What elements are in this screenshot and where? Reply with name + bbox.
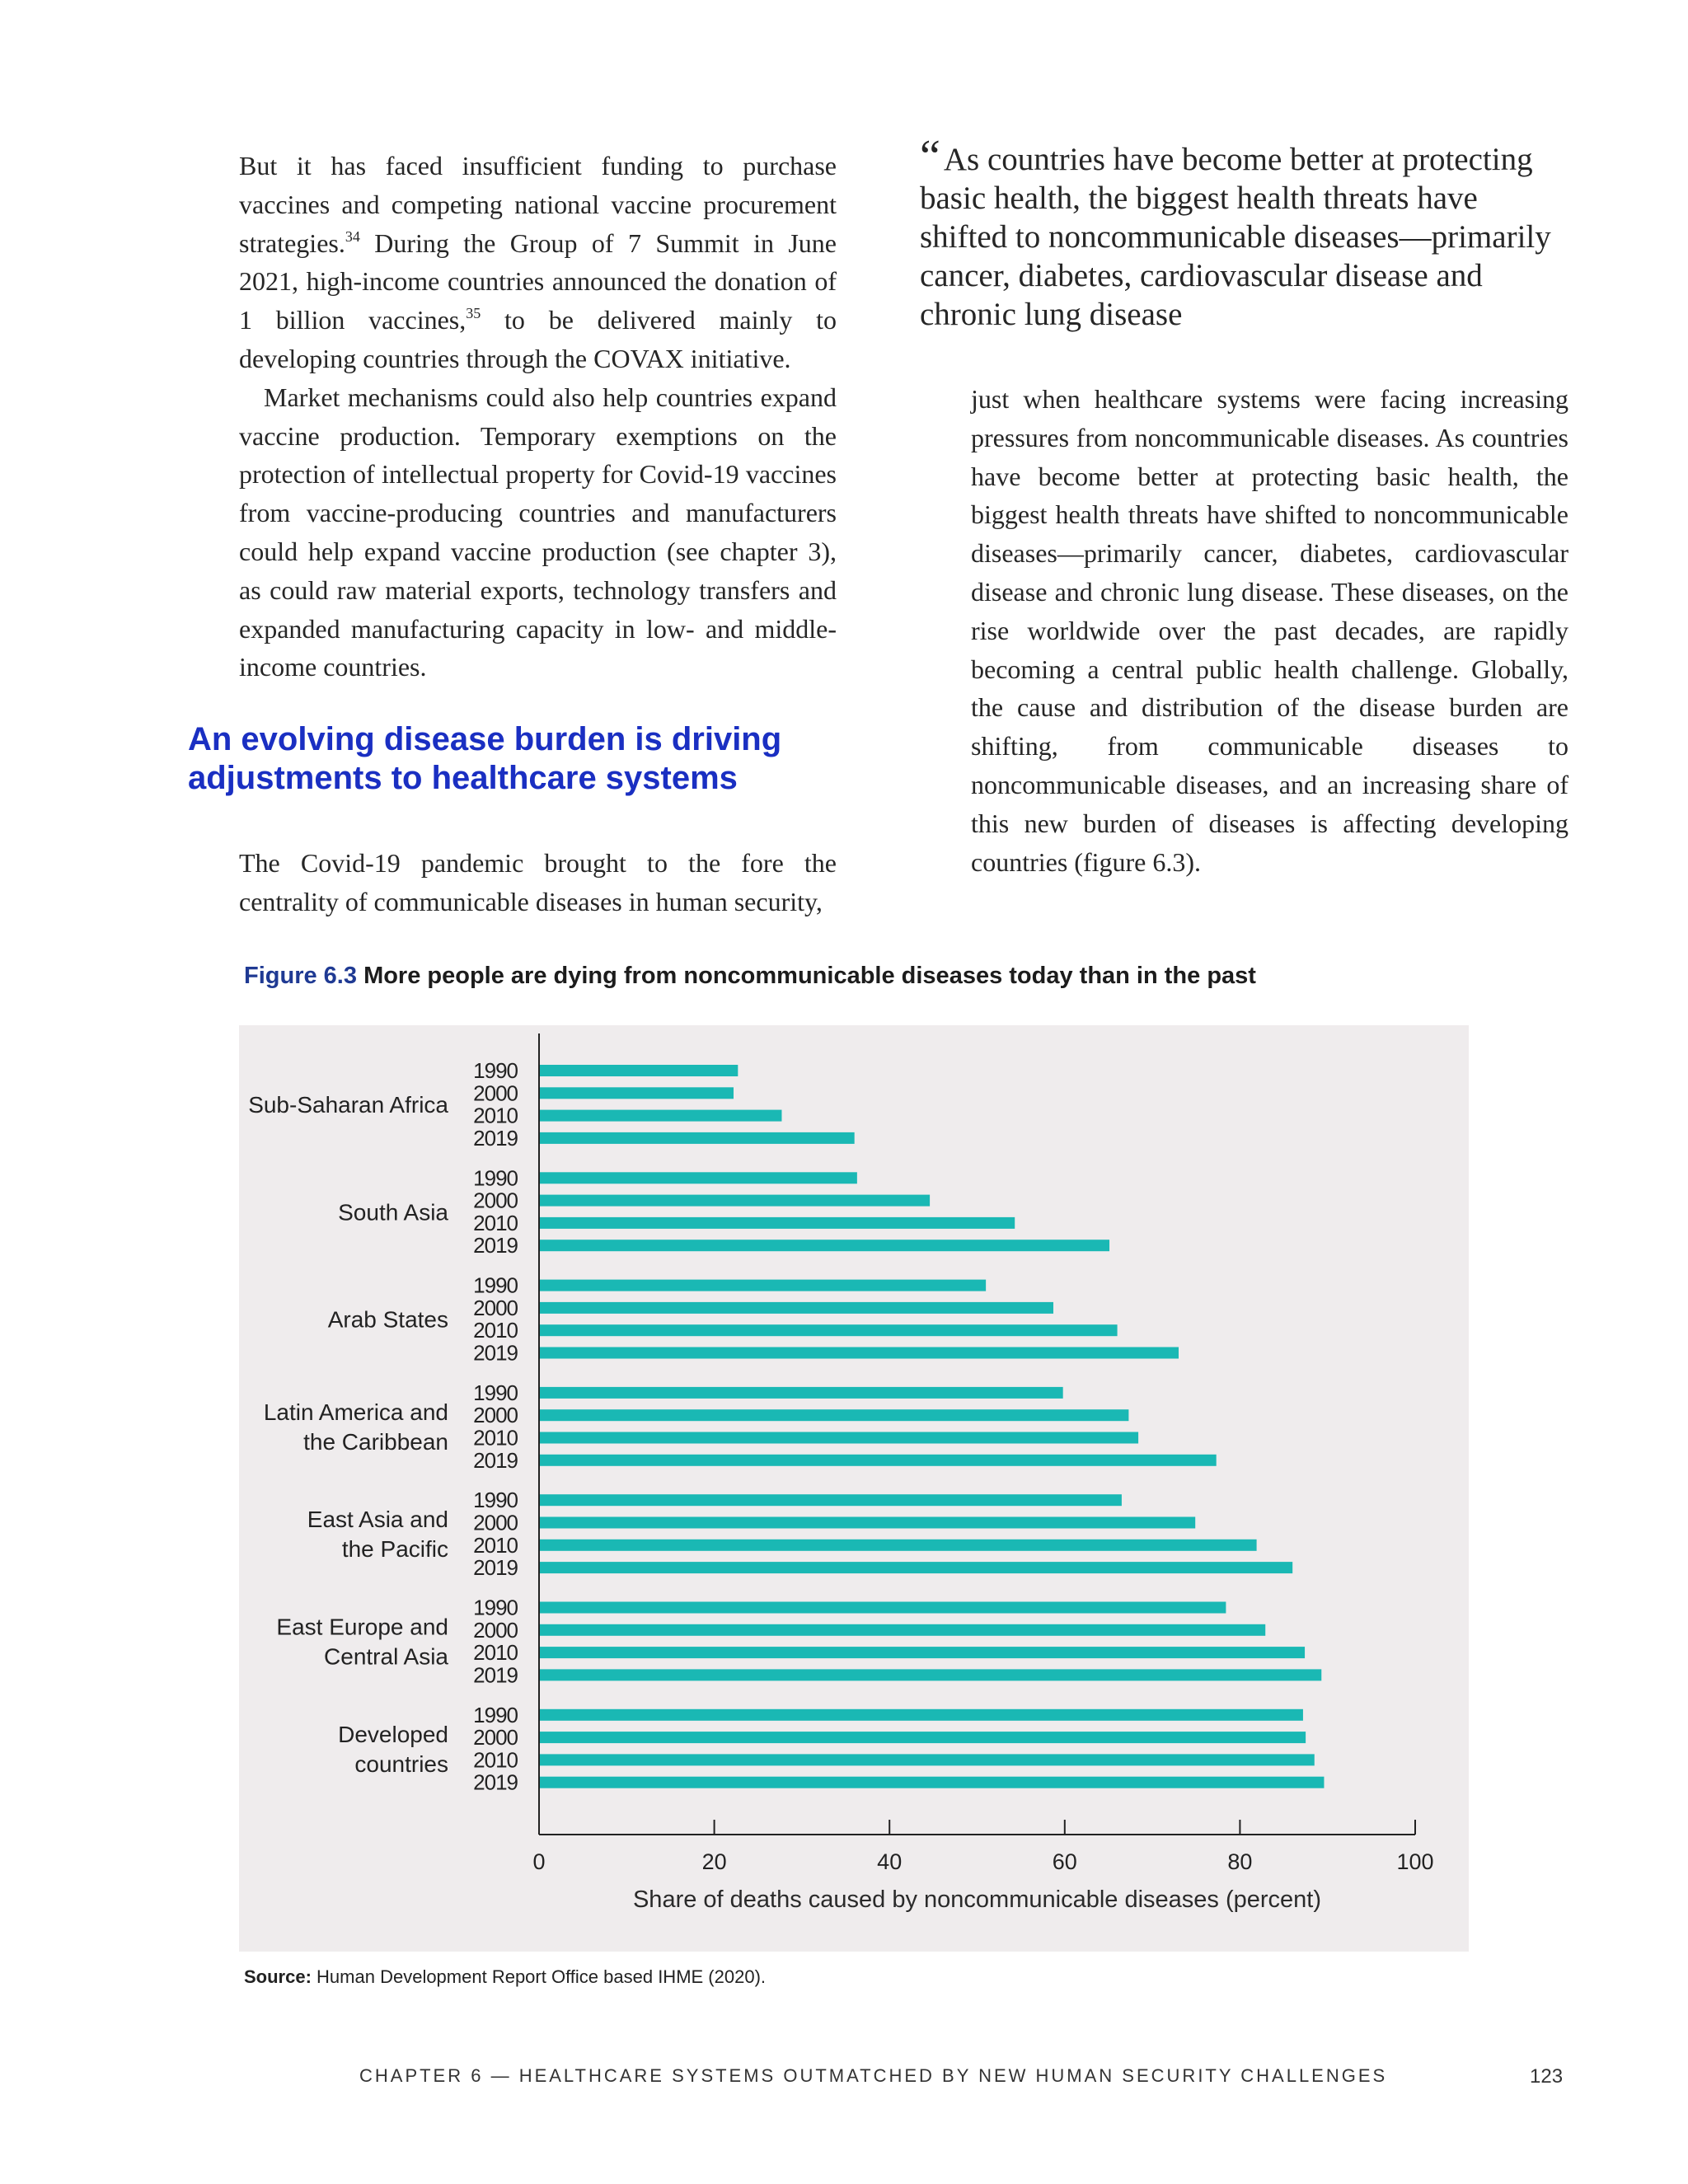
- source-text: Human Development Report Office based IHME (2020).: [316, 1966, 767, 1987]
- year-label: 2010: [473, 1532, 518, 1558]
- bar: [540, 1647, 1305, 1658]
- group-label: the Caribbean: [303, 1428, 448, 1455]
- year-label: 1990: [473, 1488, 518, 1513]
- bar: [540, 1562, 1292, 1573]
- bar: [540, 1409, 1128, 1421]
- x-tick-label: 40: [877, 1849, 903, 1874]
- figure-title: [244, 963, 1480, 990]
- bar: [540, 1065, 738, 1076]
- group-label: South Asia: [338, 1199, 448, 1226]
- bar: [540, 1669, 1321, 1680]
- footnote-ref-34[interactable]: 34: [345, 227, 360, 245]
- bar: [540, 1517, 1195, 1529]
- year-label: 1990: [473, 1380, 518, 1405]
- bar: [540, 1732, 1306, 1743]
- group-label: Developed: [338, 1721, 448, 1747]
- group-label: countries: [354, 1750, 448, 1777]
- chapter-footer: CHAPTER 6 — HEALTHCARE SYSTEMS OUTMATCHED BY NEW HUMAN SECURITY CHALLENGES: [359, 2065, 1388, 2086]
- year-label: 2010: [473, 1640, 518, 1666]
- bar: [540, 1540, 1257, 1551]
- bar: [540, 1110, 781, 1122]
- x-tick-label: 100: [1396, 1849, 1434, 1874]
- bar: [540, 1754, 1315, 1765]
- year-label: 1990: [473, 1595, 518, 1620]
- year-label: 1990: [473, 1702, 518, 1727]
- page-number: 123: [1530, 2065, 1564, 2088]
- left-paragraph-1: [239, 147, 837, 378]
- year-label: 2000: [473, 1188, 518, 1213]
- group-label: Central Asia: [324, 1643, 448, 1670]
- group-label: Arab States: [327, 1306, 448, 1333]
- pull-quote-text: As countries have become better at protecting basic health, the biggest health threats have shifted to noncommunicable diseases—primarily cancer, diabetes, cardiovascular disease and chronic lung disease: [920, 142, 1551, 332]
- figure-number: Figure 6.3: [244, 963, 357, 989]
- year-label: 2000: [473, 1080, 518, 1106]
- right-column-paragraph: just when healthcare systems were facing increasing pressures from noncommunicable diseases. As countries have become better at protecting basic health, the biggest health threats have shifted to noncommunicable diseases—primarily cancer, diabetes, cardiovascular disease and chronic lung disease. These diseases, on the rise worldwide over the past decades, are rapidly becoming a central public health challenge. Globally, the cause and distribution of the disease burden are shifting, from communicable diseases to noncommunicable diseases, and an increasing share of this new burden of diseases is affecting developing countries (figure 6.3).: [971, 384, 1568, 877]
- year-label: 2010: [473, 1747, 518, 1773]
- bar: [540, 1709, 1303, 1721]
- bar: [540, 1387, 1063, 1399]
- left-paragraph-1-part-c: to be delivered mainly to developing countries through the COVAX initiative.: [239, 305, 837, 373]
- bar: [540, 1132, 855, 1144]
- year-label: 2019: [473, 1769, 518, 1795]
- year-label: 2019: [473, 1233, 518, 1258]
- year-label: 1990: [473, 1058, 518, 1083]
- year-label: 1990: [473, 1272, 518, 1298]
- year-label: 2019: [473, 1340, 518, 1366]
- x-tick-label: 0: [532, 1849, 546, 1874]
- bar: [540, 1280, 986, 1291]
- x-tick-label: 20: [701, 1849, 727, 1874]
- bar: [540, 1195, 930, 1207]
- group-label: the Pacific: [341, 1536, 448, 1563]
- year-label: 2000: [473, 1403, 518, 1428]
- source-label: Source:: [244, 1966, 312, 1987]
- year-label: 2010: [473, 1210, 518, 1235]
- left-paragraph-1-part-b: During the Group of 7 Summit in June 2021, high-income countries announced the donation of 1 billion vaccines,: [239, 227, 837, 335]
- year-label: 2000: [473, 1617, 518, 1643]
- bar: [540, 1602, 1226, 1614]
- year-label: 2000: [473, 1295, 518, 1320]
- bar-chart: [239, 1025, 1469, 1952]
- x-axis-label: Share of deaths caused by noncommunicable diseases (percent): [632, 1886, 1322, 1913]
- group-label: East Europe and: [276, 1614, 448, 1640]
- group-label: East Asia and: [307, 1507, 448, 1533]
- bar: [540, 1494, 1122, 1506]
- bar: [540, 1347, 1179, 1359]
- left-paragraph-2: Market mechanisms could also help countries expand vaccine production. Temporary exemptions on the protection of intellectual property for Covid-19 vaccines from vaccine-producing countries and manufacturers could help expand vaccine production (see chapter 3), as could raw material exports, technology transfers and expanded manufacturing capacity in low- and middle-income countries.: [239, 382, 837, 682]
- bar: [540, 1217, 1015, 1229]
- bar: [540, 1240, 1109, 1251]
- figure-source: [244, 1966, 766, 1988]
- figure-caption: More people are dying from noncommunicable diseases today than in the past: [363, 963, 1256, 989]
- bar: [540, 1624, 1265, 1636]
- year-label: 2019: [473, 1662, 518, 1688]
- x-tick-label: 80: [1227, 1849, 1253, 1874]
- year-label: 2019: [473, 1447, 518, 1473]
- year-label: 2010: [473, 1103, 518, 1128]
- section-heading: An evolving disease burden is driving adjustments to healthcare systems: [188, 721, 782, 796]
- year-label: 2019: [473, 1555, 518, 1581]
- footnote-ref-35[interactable]: 35: [466, 305, 481, 322]
- bar: [540, 1324, 1118, 1336]
- year-label: 1990: [473, 1165, 518, 1191]
- year-label: 2010: [473, 1318, 518, 1343]
- year-label: 2019: [473, 1125, 518, 1151]
- left-column: [239, 147, 837, 687]
- year-label: 2000: [473, 1725, 518, 1750]
- quote-open-mark: “: [920, 131, 940, 182]
- left-paragraph-1-part-a: But it has faced insufficient funding to purchase vaccines and competing national vaccine procurement strategies.: [239, 151, 837, 258]
- bar: [540, 1777, 1324, 1788]
- year-label: 2000: [473, 1510, 518, 1535]
- chart-panel: [239, 1025, 1469, 1952]
- group-label: Latin America and: [263, 1399, 448, 1425]
- bar: [540, 1455, 1217, 1466]
- x-tick-label: 60: [1052, 1849, 1077, 1874]
- year-label: 2010: [473, 1425, 518, 1451]
- group-label: Sub-Saharan Africa: [248, 1091, 448, 1118]
- bottom-left-paragraph: The Covid-19 pandemic brought to the fore the centrality of communicable diseases in human security,: [239, 848, 837, 916]
- bar: [540, 1172, 857, 1183]
- bar: [540, 1087, 734, 1099]
- pull-quote: [920, 131, 1563, 334]
- bar: [540, 1302, 1053, 1314]
- bar: [540, 1432, 1138, 1444]
